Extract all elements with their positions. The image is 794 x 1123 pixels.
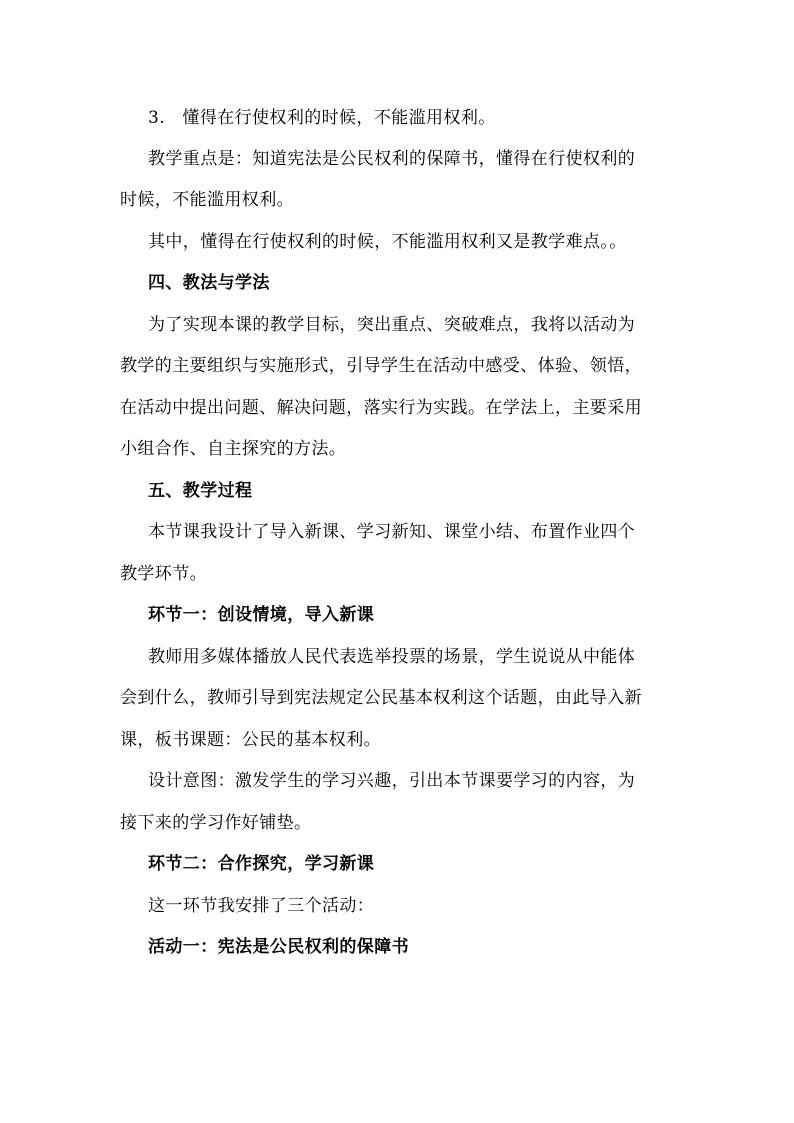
paragraph-design-intent-b: 接下来的学习作好铺垫。 — [120, 813, 312, 833]
paragraph-difficulty: 其中，懂得在行使权利的时候，不能滥用权利又是教学难点。。 — [148, 232, 627, 252]
section-heading-process: 五、教学过程 — [148, 481, 253, 501]
paragraph-methods-3: 在活动中提出问题、解决问题，落实行为实践。在学法上，主要采用 — [120, 398, 642, 418]
list-item-3: 3. 懂得在行使权利的时候，不能滥用权利。 — [148, 108, 496, 128]
paragraph-methods-4: 小组合作、自主探究的方法。 — [120, 439, 347, 459]
paragraph-stage-1-c: 课，板书课题：公民的基本权利。 — [120, 730, 381, 750]
paragraph-design-intent-a: 设计意图：激发学生的学习兴趣，引出本节课要学习的内容，为 — [148, 771, 636, 791]
paragraph-process-2: 教学环节。 — [120, 564, 207, 584]
paragraph-stage-1-b: 会到什么，教师引导到宪法规定公民基本权利这个话题，由此导入新 — [120, 688, 642, 708]
paragraph-methods-1: 为了实现本课的教学目标，突出重点、突破难点，我将以活动为 — [148, 315, 636, 335]
subheading-activity-1: 活动一：宪法是公民权利的保障书 — [148, 937, 409, 957]
section-heading-methods: 四、教法与学法 — [148, 273, 270, 293]
subheading-stage-2: 环节二：合作探究，学习新课 — [148, 854, 375, 874]
subheading-stage-1: 环节一：创设情境，导入新课 — [148, 605, 375, 625]
paragraph-methods-2: 教学的主要组织与实施形式，引导学生在活动中感受、体验、领悟， — [120, 356, 642, 376]
paragraph-key-points-cont: 时候，不能滥用权利。 — [120, 190, 294, 210]
paragraph-stage-1-a: 教师用多媒体播放人民代表选举投票的场景，学生说说从中能体 — [148, 647, 636, 667]
paragraph-key-points: 教学重点是：知道宪法是公民权利的保障书，懂得在行使权利的 — [148, 149, 636, 169]
paragraph-process-1: 本节课我设计了导入新课、学习新知、课堂小结、布置作业四个 — [148, 522, 636, 542]
paragraph-stage-2: 这一环节我安排了三个活动： — [148, 896, 375, 916]
